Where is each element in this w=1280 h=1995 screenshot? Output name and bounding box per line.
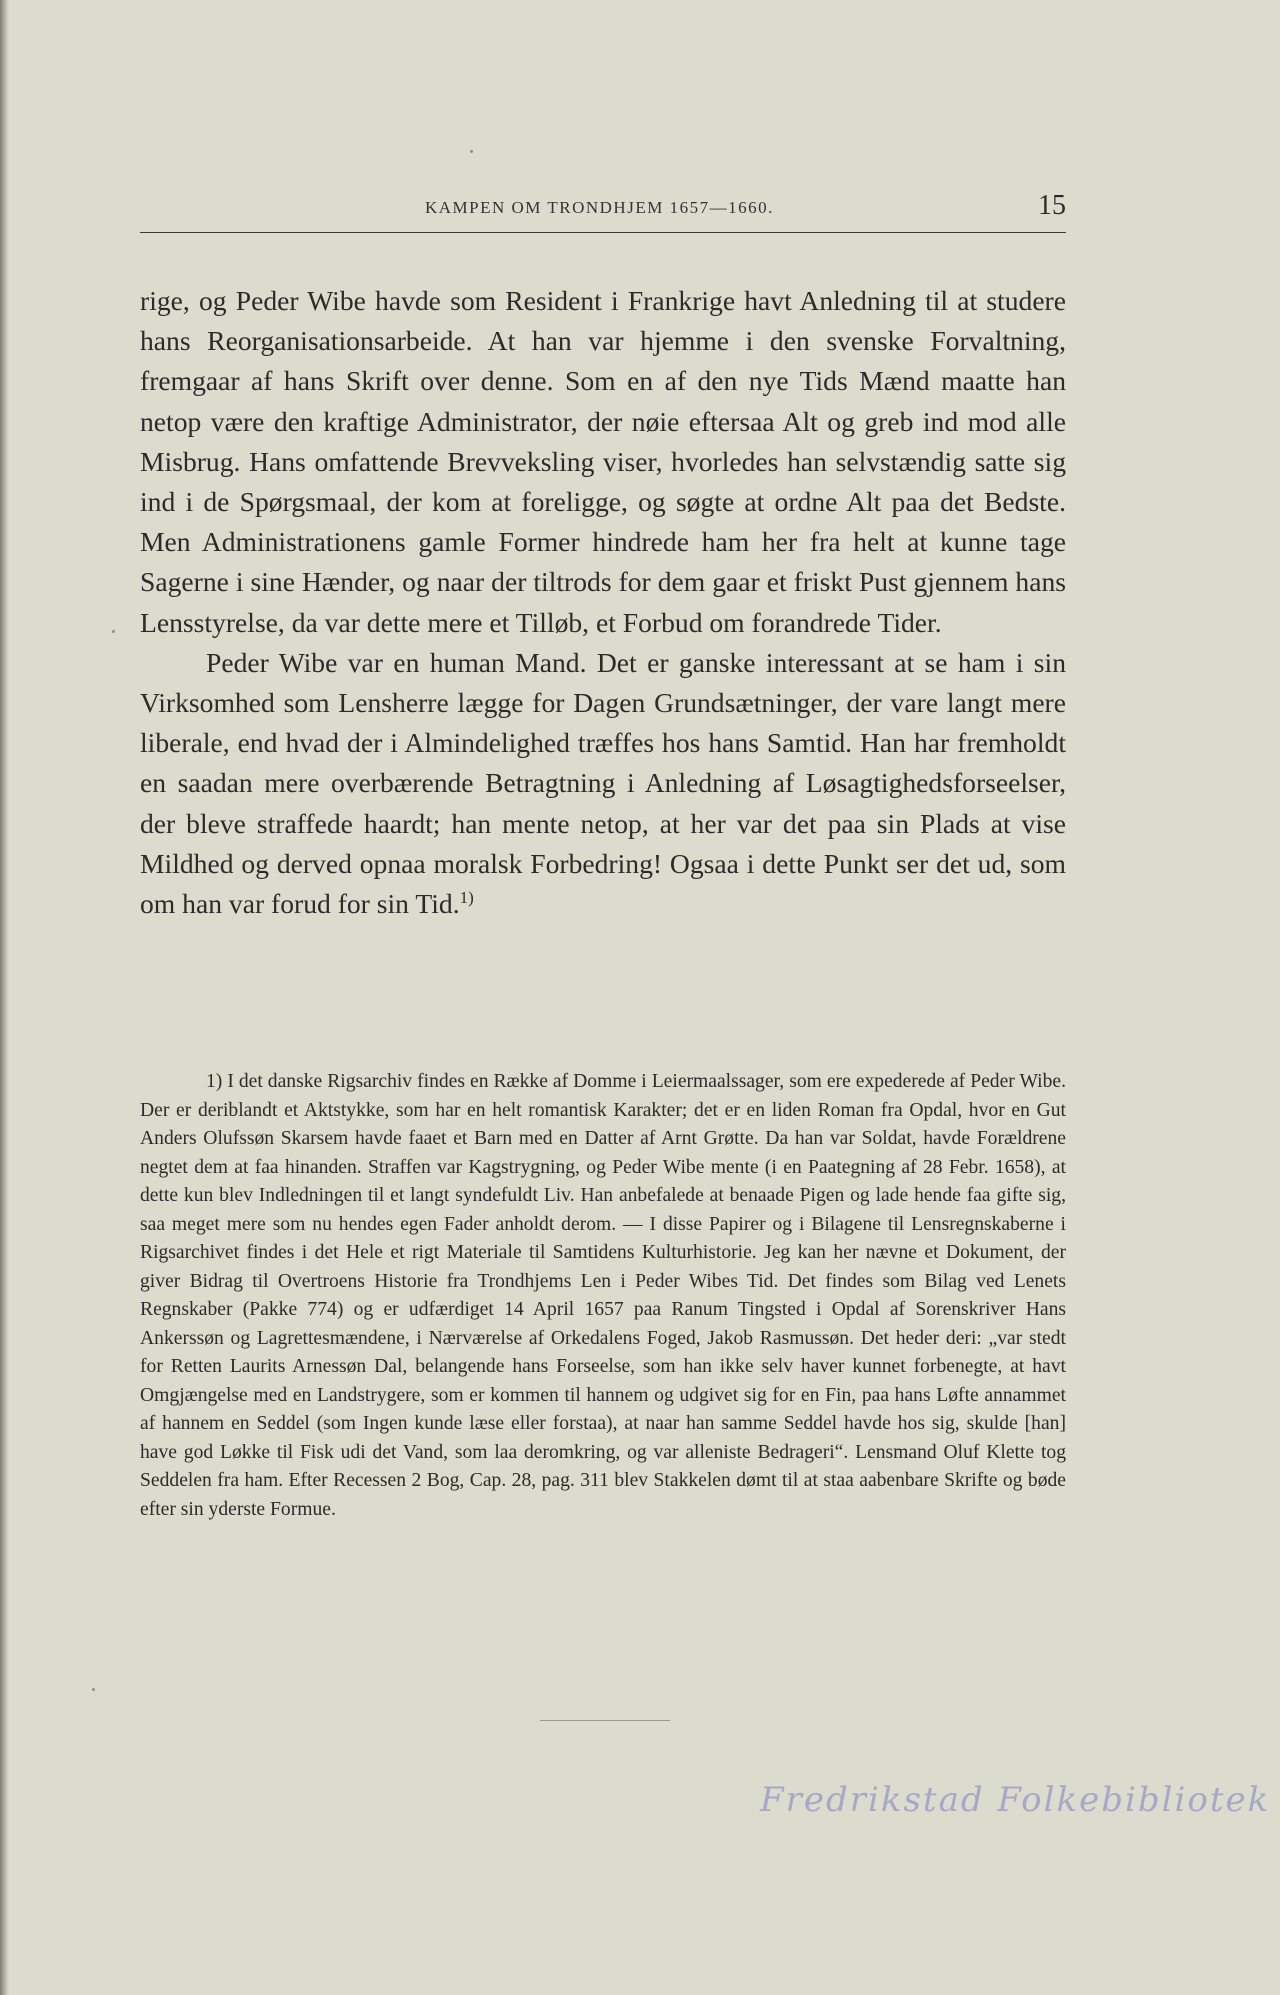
footnote-text [140,1068,1066,1524]
page-header [140,190,1066,233]
footnote-body: I det danske Rigsarchiv findes en Række af Domme i Leiermaalssager, som ere expederede af Peder Wibe. Der er deriblandt et Aktstykke, som har en helt romantisk Karakter; det er en liden Roman fra Opdal, hvor en Gut Anders Olufssøn Skarsem havde faaet et Barn med en Datter af Arnt Grøtte. Da han var Soldat, havde Forældrene negtet dem at faa hinanden. Straffen var Kagstrygning, og Peder Wibe mente (i en Paategning af 28 Febr. 1658), at dette kun blev Indledningen til et langt syndefuldt Liv. Han anbefalede at benaade Pigen og lade hende faa gifte sig, saa meget mere som nu hendes egen Fader anholdt derom. — I disse Papirer og i Bilagene til Lensregnskaberne i Rigsarchivet findes i det Hele et rigt Materiale til Samtidens Kulturhistorie. Jeg kan her nævne et Dokument, der giver Bidrag til Overtroens Historie fra Trondhjems Len i Peder Wibes Tid. Det findes som Bilag ved Lenets Regnskaber (Pakke 774) og er udfærdiget 14 April 1657 paa Ranum Tingsted i Opdal af Sorenskriver Hans Ankerssøn og Lagrettesmændene, i Nærværelse af Orkedalens Foged, Jakob Rasmussøn. Det heder deri: „var stedt for Retten Laurits Arnessøn Dal, belangende hans Forseelse, som han ikke selv haver kunnet forbenegte, at havt Omgjængelse med en Landstrygere, som er kommen til hannem og udgivet sig for en Fin, paa hans Løfte annammet af hannem en Seddel (som Ingen kunde læse eller forstaa), at naar han samme Seddel havde hos sig, skulde [han] have god Løkke til Fisk udi det Vand, som laa deromkring, og var alleniste Bedrageri“. Lensmand Oluf Klette tog Seddelen fra ham. Efter Recessen 2 Bog, Cap. 28, pag. 311 blev Stakkelen dømt til at staa aabenbare Skrifte og bøde efter sin yderste Formue. [140,1071,1066,1520]
paper-speck [92,1688,95,1691]
library-stamp: Fredrikstad Folkebibliotek [760,1780,1271,1820]
paragraph-text: Peder Wibe var en human Mand. Det er ganske interessant at se ham i sin Virksomhed som Lensherre lægge for Dagen Grundsætninger, der vare langt mere liberale, end hvad der i Almindelighed træffes hos hans Samtid. Han har fremholdt en saadan mere overbærende Betragtning i Anledning af Løsagtighedsforseelser, der bleve straffede haardt; han mente netop, at her var det paa sin Plads at vise Mildhed og derved opnaa moralsk Forbedring! Ogsaa i dette Punkt ser det ud, som om han var forud for sin Tid. [140,646,1066,920]
footnote-marker: 1) [206,1071,223,1092]
footnote [140,1068,1066,1524]
paragraph: rige, og Peder Wibe havde som Resident i Frankrige havt Anledning til at studere hans Reorganisationsarbeide. At han var hjemme i den svenske Forvaltning, fremgaar af hans Skrift over denne. Som en af den nye Tids Mænd maatte han netop være den kraftige Administrator, der nøie eftersaa Alt og greb ind mod alle Misbrug. Hans omfattende Brevveksling viser, hvorledes han selvstændig satte sig ind i de Spørgsmaal, der kom at foreligge, og søgte at ordne Alt paa det Bedste. Men Administrationens gamle Former hindrede ham her fra helt at kunne tage Sagerne i sine Hænder, og naar der tiltrods for dem gaar et friskt Pust gjennem hans Lensstyrelse, da var dette mere et Tilløb, et Forbud om forandrede Tider. [140,285,1066,638]
main-text [140,281,1066,924]
end-rule [540,1720,670,1721]
running-head: KAMPEN OM TRONDHJEM 1657—1660. [425,198,774,217]
paragraph [140,643,1066,924]
paper-speck [112,630,115,633]
page-number: 15 [1038,190,1066,221]
page-gutter-shadow [0,0,9,1995]
footnote-reference: 1) [459,887,474,907]
paper-speck [470,150,473,153]
